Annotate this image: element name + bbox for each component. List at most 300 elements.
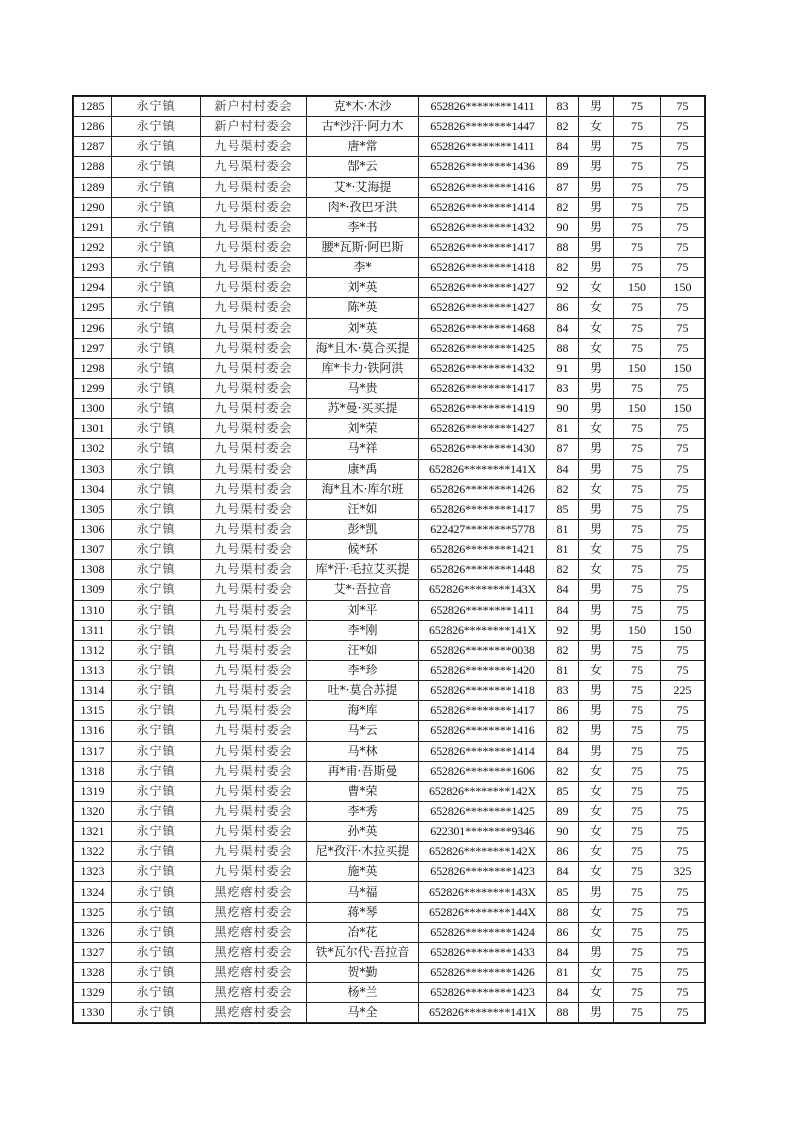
id-number-cell: 652826********1433 [419, 942, 547, 962]
subsidy-standard-cell: 75 [614, 197, 661, 217]
row-number-cell: 1323 [74, 862, 112, 882]
gender-cell: 女 [579, 298, 614, 318]
row-number-cell: 1285 [74, 97, 112, 117]
village-committee-cell: 九号渠村委会 [201, 701, 307, 721]
table-row [74, 902, 705, 922]
gender-cell: 男 [579, 499, 614, 519]
subsidy-amount-cell: 75 [661, 419, 705, 439]
name-cell: 马*林 [307, 741, 419, 761]
row-number-cell: 1290 [74, 197, 112, 217]
subsidy-standard-cell: 75 [614, 761, 661, 781]
town-cell: 永宁镇 [112, 801, 201, 821]
subsidy-amount-cell: 75 [661, 640, 705, 660]
row-number-cell: 1327 [74, 942, 112, 962]
name-cell: 汪*如 [307, 640, 419, 660]
id-number-cell: 652826********1419 [419, 399, 547, 419]
id-number-cell: 652826********1418 [419, 258, 547, 278]
row-number-cell: 1309 [74, 580, 112, 600]
gender-cell: 女 [579, 801, 614, 821]
name-cell: 曹*荣 [307, 781, 419, 801]
name-cell: 彭*凯 [307, 519, 419, 539]
town-cell: 永宁镇 [112, 882, 201, 902]
table-row [74, 560, 705, 580]
town-cell: 永宁镇 [112, 117, 201, 137]
village-committee-cell: 九号渠村委会 [201, 378, 307, 398]
age-cell: 84 [547, 318, 579, 338]
age-cell: 84 [547, 137, 579, 157]
town-cell: 永宁镇 [112, 842, 201, 862]
id-number-cell: 652826********1417 [419, 378, 547, 398]
gender-cell: 男 [579, 378, 614, 398]
table-row [74, 1003, 705, 1023]
table-row [74, 197, 705, 217]
table-row [74, 479, 705, 499]
town-cell: 永宁镇 [112, 459, 201, 479]
town-cell: 永宁镇 [112, 1003, 201, 1023]
age-cell: 84 [547, 741, 579, 761]
id-number-cell: 652826********1420 [419, 660, 547, 680]
table-row [74, 842, 705, 862]
town-cell: 永宁镇 [112, 580, 201, 600]
name-cell: 海*库 [307, 701, 419, 721]
subsidy-standard-cell: 75 [614, 439, 661, 459]
name-cell: 郜*云 [307, 157, 419, 177]
town-cell: 永宁镇 [112, 640, 201, 660]
age-cell: 85 [547, 781, 579, 801]
name-cell: 铁*瓦尔代·吾拉音 [307, 942, 419, 962]
id-number-cell: 652826********1432 [419, 358, 547, 378]
subsidy-amount-cell: 75 [661, 318, 705, 338]
gender-cell: 女 [579, 117, 614, 137]
row-number-cell: 1322 [74, 842, 112, 862]
age-cell: 92 [547, 278, 579, 298]
subsidy-standard-cell: 75 [614, 378, 661, 398]
gender-cell: 女 [579, 660, 614, 680]
name-cell: 汪*如 [307, 499, 419, 519]
age-cell: 82 [547, 560, 579, 580]
subsidy-amount-cell: 225 [661, 681, 705, 701]
row-number-cell: 1325 [74, 902, 112, 922]
name-cell: 刘*荣 [307, 419, 419, 439]
village-committee-cell: 九号渠村委会 [201, 721, 307, 741]
subsidy-amount-cell: 75 [661, 922, 705, 942]
row-number-cell: 1330 [74, 1003, 112, 1023]
village-committee-cell: 九号渠村委会 [201, 781, 307, 801]
town-cell: 永宁镇 [112, 298, 201, 318]
subsidy-standard-cell: 75 [614, 318, 661, 338]
name-cell: 海*且木·库尔班 [307, 479, 419, 499]
subsidy-amount-cell: 150 [661, 620, 705, 640]
name-cell: 马*贵 [307, 378, 419, 398]
table-row [74, 519, 705, 539]
gender-cell: 男 [579, 681, 614, 701]
town-cell: 永宁镇 [112, 660, 201, 680]
town-cell: 永宁镇 [112, 338, 201, 358]
subsidy-amount-cell: 75 [661, 822, 705, 842]
age-cell: 82 [547, 117, 579, 137]
row-number-cell: 1303 [74, 459, 112, 479]
subsidy-amount-cell: 75 [661, 217, 705, 237]
town-cell: 永宁镇 [112, 197, 201, 217]
table-row [74, 922, 705, 942]
row-number-cell: 1321 [74, 822, 112, 842]
gender-cell: 男 [579, 701, 614, 721]
subsidy-amount-cell: 75 [661, 338, 705, 358]
table-row [74, 439, 705, 459]
gender-cell: 女 [579, 862, 614, 882]
gender-cell: 女 [579, 902, 614, 922]
id-number-cell: 652826********1448 [419, 560, 547, 580]
gender-cell: 男 [579, 157, 614, 177]
id-number-cell: 652826********1425 [419, 338, 547, 358]
subsidy-amount-cell: 150 [661, 358, 705, 378]
age-cell: 81 [547, 963, 579, 983]
table-row [74, 499, 705, 519]
table-row [74, 822, 705, 842]
village-committee-cell: 黑疙瘩村委会 [201, 1003, 307, 1023]
id-number-cell: 652826********1416 [419, 177, 547, 197]
table-body [74, 97, 705, 1023]
row-number-cell: 1299 [74, 378, 112, 398]
name-cell: 陈*英 [307, 298, 419, 318]
name-cell: 肉*·孜巴牙洪 [307, 197, 419, 217]
subsidy-amount-cell: 75 [661, 942, 705, 962]
village-committee-cell: 九号渠村委会 [201, 640, 307, 660]
subsidy-standard-cell: 75 [614, 338, 661, 358]
village-committee-cell: 九号渠村委会 [201, 801, 307, 821]
id-number-cell: 652826********1421 [419, 540, 547, 560]
village-committee-cell: 九号渠村委会 [201, 822, 307, 842]
id-number-cell: 652826********143X [419, 882, 547, 902]
age-cell: 85 [547, 882, 579, 902]
gender-cell: 男 [579, 519, 614, 539]
subsidy-standard-cell: 75 [614, 922, 661, 942]
table-row [74, 781, 705, 801]
row-number-cell: 1308 [74, 560, 112, 580]
subsidy-standard-cell: 75 [614, 822, 661, 842]
table-row [74, 117, 705, 137]
gender-cell: 男 [579, 399, 614, 419]
village-committee-cell: 九号渠村委会 [201, 761, 307, 781]
id-number-cell: 652826********1436 [419, 157, 547, 177]
table-row [74, 258, 705, 278]
subsidy-standard-cell: 75 [614, 963, 661, 983]
row-number-cell: 1328 [74, 963, 112, 983]
town-cell: 永宁镇 [112, 97, 201, 117]
row-number-cell: 1319 [74, 781, 112, 801]
subsidy-amount-cell: 150 [661, 399, 705, 419]
age-cell: 82 [547, 640, 579, 660]
table-row [74, 378, 705, 398]
subsidy-amount-cell: 75 [661, 97, 705, 117]
subsidy-amount-cell: 75 [661, 983, 705, 1003]
subsidy-amount-cell: 75 [661, 499, 705, 519]
row-number-cell: 1311 [74, 620, 112, 640]
subsidy-standard-cell: 75 [614, 459, 661, 479]
row-number-cell: 1287 [74, 137, 112, 157]
id-number-cell: 652826********1411 [419, 137, 547, 157]
id-number-cell: 652826********1426 [419, 479, 547, 499]
id-number-cell: 652826********142X [419, 842, 547, 862]
age-cell: 88 [547, 1003, 579, 1023]
town-cell: 永宁镇 [112, 963, 201, 983]
table-row [74, 97, 705, 117]
village-committee-cell: 九号渠村委会 [201, 479, 307, 499]
subsidy-amount-cell: 75 [661, 902, 705, 922]
subsidy-amount-cell: 75 [661, 560, 705, 580]
town-cell: 永宁镇 [112, 540, 201, 560]
subsidy-standard-cell: 75 [614, 479, 661, 499]
gender-cell: 男 [579, 600, 614, 620]
name-cell: 库*汗·毛拉艾买提 [307, 560, 419, 580]
row-number-cell: 1318 [74, 761, 112, 781]
subsidy-amount-cell: 75 [661, 1003, 705, 1023]
subsidy-amount-cell: 150 [661, 278, 705, 298]
subsidy-standard-cell: 75 [614, 137, 661, 157]
age-cell: 81 [547, 419, 579, 439]
age-cell: 82 [547, 197, 579, 217]
name-cell: 库*卡力·铁阿洪 [307, 358, 419, 378]
name-cell: 冶*花 [307, 922, 419, 942]
table-row [74, 620, 705, 640]
subsidy-standard-cell: 75 [614, 681, 661, 701]
village-committee-cell: 九号渠村委会 [201, 157, 307, 177]
row-number-cell: 1298 [74, 358, 112, 378]
subsidy-amount-cell: 75 [661, 237, 705, 257]
town-cell: 永宁镇 [112, 137, 201, 157]
table-row [74, 580, 705, 600]
row-number-cell: 1326 [74, 922, 112, 942]
subsidy-amount-cell: 75 [661, 660, 705, 680]
id-number-cell: 652826********1427 [419, 419, 547, 439]
id-number-cell: 652826********1432 [419, 217, 547, 237]
row-number-cell: 1296 [74, 318, 112, 338]
id-number-cell: 652826********1417 [419, 499, 547, 519]
table-row [74, 862, 705, 882]
village-committee-cell: 黑疙瘩村委会 [201, 922, 307, 942]
table-row [74, 741, 705, 761]
id-number-cell: 652826********1414 [419, 197, 547, 217]
town-cell: 永宁镇 [112, 741, 201, 761]
age-cell: 83 [547, 681, 579, 701]
table-row [74, 318, 705, 338]
subsidy-standard-cell: 75 [614, 862, 661, 882]
table-row [74, 157, 705, 177]
gender-cell: 男 [579, 741, 614, 761]
row-number-cell: 1313 [74, 660, 112, 680]
town-cell: 永宁镇 [112, 399, 201, 419]
village-committee-cell: 新户村村委会 [201, 117, 307, 137]
name-cell: 唐*常 [307, 137, 419, 157]
age-cell: 81 [547, 660, 579, 680]
gender-cell: 女 [579, 318, 614, 338]
table-row [74, 942, 705, 962]
subsidy-standard-cell: 75 [614, 983, 661, 1003]
row-number-cell: 1302 [74, 439, 112, 459]
town-cell: 永宁镇 [112, 419, 201, 439]
town-cell: 永宁镇 [112, 157, 201, 177]
row-number-cell: 1320 [74, 801, 112, 821]
age-cell: 92 [547, 620, 579, 640]
name-cell: 施*英 [307, 862, 419, 882]
village-committee-cell: 九号渠村委会 [201, 459, 307, 479]
town-cell: 永宁镇 [112, 701, 201, 721]
subsidy-amount-cell: 75 [661, 963, 705, 983]
table-row [74, 660, 705, 680]
id-number-cell: 652826********1423 [419, 862, 547, 882]
gender-cell: 男 [579, 97, 614, 117]
id-number-cell: 652826********1411 [419, 97, 547, 117]
age-cell: 84 [547, 862, 579, 882]
row-number-cell: 1295 [74, 298, 112, 318]
village-committee-cell: 九号渠村委会 [201, 358, 307, 378]
id-number-cell: 652826********1425 [419, 801, 547, 821]
gender-cell: 女 [579, 922, 614, 942]
id-number-cell: 652826********1468 [419, 318, 547, 338]
town-cell: 永宁镇 [112, 237, 201, 257]
name-cell: 蒋*琴 [307, 902, 419, 922]
village-committee-cell: 九号渠村委会 [201, 560, 307, 580]
gender-cell: 女 [579, 479, 614, 499]
table-row [74, 419, 705, 439]
table-row [74, 298, 705, 318]
age-cell: 82 [547, 479, 579, 499]
age-cell: 89 [547, 801, 579, 821]
table-row [74, 459, 705, 479]
row-number-cell: 1307 [74, 540, 112, 560]
subsidy-standard-cell: 75 [614, 258, 661, 278]
subsidy-amount-cell: 75 [661, 842, 705, 862]
name-cell: 李* [307, 258, 419, 278]
name-cell: 尼*孜汗·木拉买提 [307, 842, 419, 862]
subsidy-amount-cell: 75 [661, 882, 705, 902]
age-cell: 88 [547, 902, 579, 922]
age-cell: 85 [547, 499, 579, 519]
id-number-cell: 652826********1417 [419, 237, 547, 257]
row-number-cell: 1315 [74, 701, 112, 721]
id-number-cell: 652826********1447 [419, 117, 547, 137]
town-cell: 永宁镇 [112, 781, 201, 801]
table-row [74, 721, 705, 741]
subsidy-amount-cell: 75 [661, 459, 705, 479]
table-row [74, 399, 705, 419]
id-number-cell: 622427********5778 [419, 519, 547, 539]
name-cell: 刘*英 [307, 278, 419, 298]
town-cell: 永宁镇 [112, 499, 201, 519]
subsidy-amount-cell: 75 [661, 137, 705, 157]
town-cell: 永宁镇 [112, 378, 201, 398]
gender-cell: 女 [579, 761, 614, 781]
subsidy-amount-cell: 75 [661, 519, 705, 539]
name-cell: 贺*勤 [307, 963, 419, 983]
age-cell: 88 [547, 338, 579, 358]
name-cell: 海*且木·莫合买提 [307, 338, 419, 358]
town-cell: 永宁镇 [112, 358, 201, 378]
table-row [74, 338, 705, 358]
village-committee-cell: 新户村村委会 [201, 97, 307, 117]
subsidy-amount-cell: 75 [661, 781, 705, 801]
age-cell: 86 [547, 298, 579, 318]
row-number-cell: 1292 [74, 237, 112, 257]
table-row [74, 278, 705, 298]
table-row [74, 177, 705, 197]
subsidy-amount-cell: 75 [661, 378, 705, 398]
name-cell: 马*云 [307, 721, 419, 741]
row-number-cell: 1305 [74, 499, 112, 519]
gender-cell: 女 [579, 338, 614, 358]
subsidy-amount-cell: 75 [661, 157, 705, 177]
row-number-cell: 1300 [74, 399, 112, 419]
age-cell: 86 [547, 701, 579, 721]
row-number-cell: 1289 [74, 177, 112, 197]
name-cell: 艾*·艾海提 [307, 177, 419, 197]
village-committee-cell: 九号渠村委会 [201, 862, 307, 882]
row-number-cell: 1316 [74, 721, 112, 741]
name-cell: 苏*曼·买买提 [307, 399, 419, 419]
row-number-cell: 1288 [74, 157, 112, 177]
town-cell: 永宁镇 [112, 278, 201, 298]
row-number-cell: 1329 [74, 983, 112, 1003]
town-cell: 永宁镇 [112, 258, 201, 278]
id-number-cell: 652826********1414 [419, 741, 547, 761]
id-number-cell: 652826********1606 [419, 761, 547, 781]
village-committee-cell: 九号渠村委会 [201, 217, 307, 237]
gender-cell: 男 [579, 217, 614, 237]
name-cell: 候*环 [307, 540, 419, 560]
age-cell: 91 [547, 358, 579, 378]
gender-cell: 男 [579, 197, 614, 217]
town-cell: 永宁镇 [112, 479, 201, 499]
subsidy-standard-cell: 75 [614, 560, 661, 580]
subsidy-standard-cell: 75 [614, 640, 661, 660]
village-committee-cell: 九号渠村委会 [201, 258, 307, 278]
village-committee-cell: 九号渠村委会 [201, 278, 307, 298]
table-row [74, 600, 705, 620]
subsidy-amount-cell: 75 [661, 540, 705, 560]
gender-cell: 男 [579, 459, 614, 479]
gender-cell: 男 [579, 942, 614, 962]
subsidy-standard-cell: 150 [614, 399, 661, 419]
gender-cell: 男 [579, 1003, 614, 1023]
table-row [74, 217, 705, 237]
age-cell: 84 [547, 983, 579, 1003]
village-committee-cell: 黑疙瘩村委会 [201, 983, 307, 1003]
row-number-cell: 1317 [74, 741, 112, 761]
age-cell: 84 [547, 459, 579, 479]
row-number-cell: 1294 [74, 278, 112, 298]
town-cell: 永宁镇 [112, 862, 201, 882]
id-number-cell: 622301********9346 [419, 822, 547, 842]
age-cell: 88 [547, 237, 579, 257]
subsidy-standard-cell: 75 [614, 117, 661, 137]
name-cell: 古*沙汗·阿力木 [307, 117, 419, 137]
table-row [74, 681, 705, 701]
town-cell: 永宁镇 [112, 721, 201, 741]
age-cell: 86 [547, 922, 579, 942]
subsidy-amount-cell: 75 [661, 600, 705, 620]
town-cell: 永宁镇 [112, 620, 201, 640]
town-cell: 永宁镇 [112, 761, 201, 781]
subsidy-amount-cell: 75 [661, 258, 705, 278]
gender-cell: 男 [579, 580, 614, 600]
gender-cell: 女 [579, 822, 614, 842]
age-cell: 90 [547, 217, 579, 237]
subsidy-amount-cell: 75 [661, 580, 705, 600]
subsidy-standard-cell: 75 [614, 157, 661, 177]
village-committee-cell: 九号渠村委会 [201, 741, 307, 761]
name-cell: 杨*兰 [307, 983, 419, 1003]
town-cell: 永宁镇 [112, 600, 201, 620]
